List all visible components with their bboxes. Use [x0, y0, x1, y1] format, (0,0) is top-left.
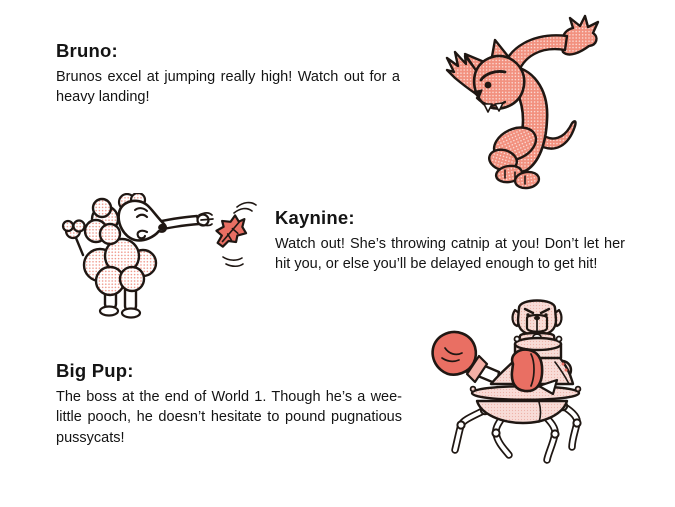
- section-big-pup: [56, 360, 402, 448]
- bruno-jumping-cat-illustration: [437, 14, 617, 190]
- character-description-kaynine: Watch out! She’s throwing catnip at you! Don’t let her hit you, or else you’ll be delayed enough to get hit!: [275, 236, 625, 273]
- section-bruno: [56, 40, 400, 108]
- character-description-big-pup: The boss at the end of World 1. Though he’s a wee-little pooch, he doesn’t hesitate to pound pugnatious pussycats!: [56, 389, 402, 446]
- character-name-bruno: Bruno:: [56, 40, 118, 61]
- kaynine-poodle-illustration: [53, 193, 268, 325]
- robot-illustration-svg: [415, 292, 605, 470]
- big-pup-robot-illustration: [415, 292, 605, 470]
- poodle-illustration-svg: [53, 193, 268, 325]
- character-description-bruno: Brunos excel at jumping really high! Watch out for a heavy landing!: [56, 69, 400, 106]
- cat-illustration-svg: [437, 14, 617, 190]
- section-kaynine: [275, 207, 625, 275]
- character-name-big-pup: Big Pup:: [56, 360, 134, 381]
- character-name-kaynine: Kaynine:: [275, 207, 355, 228]
